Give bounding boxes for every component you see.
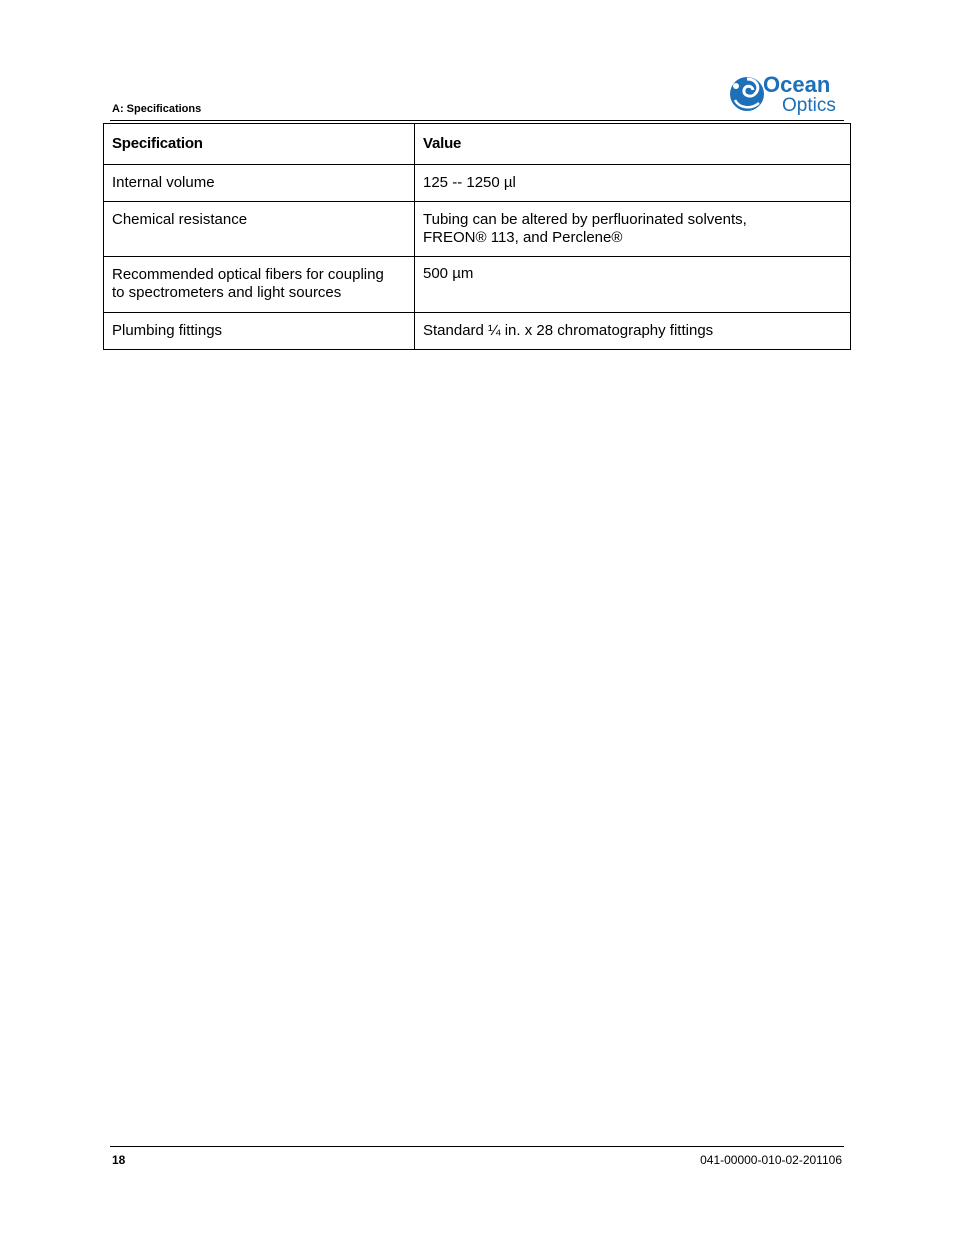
ocean-optics-logo <box>727 70 847 118</box>
spec-text: Chemical resistance <box>112 211 248 228</box>
logo-word-ocean: Ocean <box>763 72 831 97</box>
value-text: 125 -- 1250 µl <box>423 174 516 191</box>
section-label: A: Specifications <box>112 103 202 115</box>
spec-text: Internal volume <box>112 174 215 191</box>
footer-rule <box>110 1146 844 1147</box>
logo-swirl-icon <box>730 77 764 111</box>
value-text: FREON® 113, and Perclene® <box>423 229 623 246</box>
logo-word-optics: Optics <box>782 95 836 116</box>
spec-cell <box>104 202 415 257</box>
page-number: 18 <box>112 1153 126 1167</box>
spec-cell <box>104 257 415 313</box>
table-header-row <box>104 124 851 165</box>
spec-text: to spectrometers and light sources <box>112 284 342 301</box>
value-cell <box>415 165 851 202</box>
table-row <box>104 202 851 257</box>
table-row <box>104 165 851 202</box>
value-text: 500 µm <box>423 265 474 282</box>
value-cell <box>415 202 851 257</box>
value-cell <box>415 313 851 350</box>
spec-cell <box>104 313 415 350</box>
spec-text: Recommended optical fibers for coupling <box>112 266 384 283</box>
spec-text: Plumbing fittings <box>112 322 223 339</box>
value-text: Tubing can be altered by perfluorinated solvents, <box>423 211 747 228</box>
value-text: Standard ¼ in. x 28 chromatography fittings <box>423 322 714 339</box>
table-row <box>104 313 851 350</box>
header-rule <box>110 120 844 121</box>
document-number: 041-00000-010-02-201106 <box>700 1153 842 1167</box>
table-row <box>104 257 851 313</box>
value-cell <box>415 257 851 313</box>
column-header-value: Value <box>415 124 851 165</box>
specifications-table <box>103 123 851 350</box>
spec-cell <box>104 165 415 202</box>
column-header-specification: Specification <box>104 124 415 165</box>
